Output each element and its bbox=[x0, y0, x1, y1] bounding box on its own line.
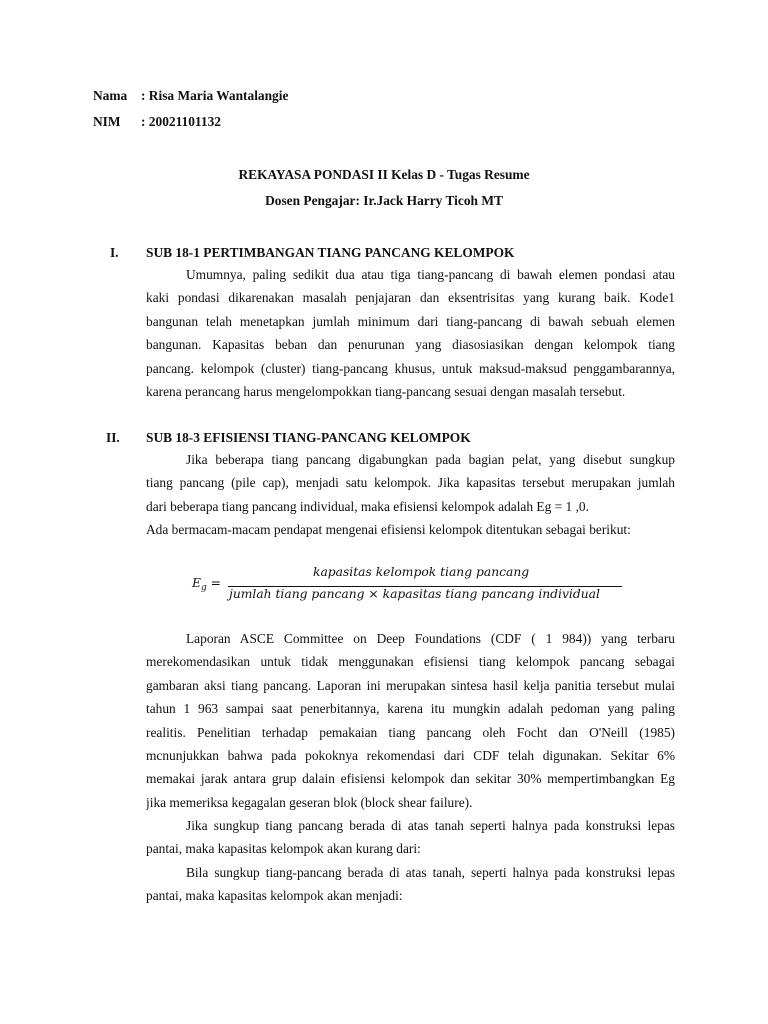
formula-symbol: E bbox=[192, 576, 201, 590]
formula-denominator: jumlah tiang pancang × kapasitas tiang pancang individual bbox=[229, 587, 600, 601]
paragraph-line: jika memeriksa kegagalan geseran blok (block shear failure). bbox=[146, 794, 473, 810]
paragraph-line: memakai jarak antara grup dalain efisiensi kelompok dan sekitar 30% mempertimbangkan Eg bbox=[146, 771, 675, 787]
nim-row bbox=[93, 114, 221, 130]
document-title: REKAYASA PONDASI II Kelas D - Tugas Resume bbox=[238, 167, 530, 182]
formula-subscript: g bbox=[200, 583, 207, 593]
paragraph-line: dari beberapa tiang pancang individual, maka efisiensi kelompok adalah Eg = 1 ,0. bbox=[146, 498, 589, 514]
formula-numerator: kapasitas kelompok tiang pancang bbox=[313, 565, 530, 579]
section2-number: II. bbox=[106, 430, 120, 445]
paragraph-line: bangunan telah menetapkan jumlah minimum dari tiang-pancang di bawah sebuah elemen bbox=[146, 313, 675, 329]
paragraph-line: Bila sungkup tiang-pancang berada di atas tanah, seperti halnya pada konstruksi lepas bbox=[186, 865, 675, 880]
paragraph-line: pantai, maka kapasitas kelompok akan kurang dari: bbox=[146, 841, 421, 857]
paragraph-line: mcnunjukkan bahwa pada pokoknya rekomendasi dari CDF telah digunakan. Sekitar 6% bbox=[146, 747, 675, 763]
paragraph-line: pantai, maka kapasitas kelompok akan menjadi: bbox=[146, 888, 403, 904]
paragraph-line: gambaran aksi tiang pancang. Laporan ini merupakan sintesa hasil kelja panitia tersebut mulai bbox=[146, 677, 675, 693]
paragraph-line: realitis. Penelitian terhadap pemakaian tiang pancang oleh Focht dan O'Neill (1985) bbox=[146, 724, 675, 740]
section1-paragraph bbox=[146, 263, 675, 403]
name-value: : Risa Maria Wantalangie bbox=[141, 88, 289, 103]
section2-title: SUB 18-3 EFISIENSI TIANG-PANCANG KELOMPOK bbox=[146, 430, 471, 445]
paragraph-line: tahun 1 963 sampai saat penerbitannya, karena itu mungkin adalah pedoman yang paling bbox=[146, 701, 675, 717]
section2-paragraph bbox=[146, 448, 675, 542]
paragraph-line: Umumnya, paling sedikit dua atau tiga tiang-pancang di bawah elemen pondasi atau bbox=[186, 267, 675, 282]
section2-paragraph-4 bbox=[146, 861, 675, 908]
nim-label: NIM bbox=[93, 114, 121, 129]
lecturer-line: Dosen Pengajar: Ir.Jack Harry Ticoh MT bbox=[265, 193, 503, 208]
name-row bbox=[93, 88, 288, 104]
section2-paragraph-2 bbox=[146, 627, 675, 814]
paragraph-line: kaki pondasi dikarenakan masalah penjajaran dan eksentrisitas yang kurang baik. Kode1 bbox=[146, 290, 675, 306]
section1-number: I. bbox=[110, 245, 119, 260]
paragraph-line: tiang pancang (pile cap), menjadi satu kelompok. Jika kapasitas tersebut merupakan jumlah bbox=[146, 475, 675, 491]
nim-value: : 20021101132 bbox=[141, 114, 221, 129]
paragraph-line: pancang. kelompok (cluster) tiang-pancang khusus, untuk maksud-maksud penggambarannya, bbox=[146, 360, 675, 376]
section1-title: SUB 18-1 PERTIMBANGAN TIANG PANCANG KELOMPOK bbox=[146, 245, 515, 260]
paragraph-line: Laporan ASCE Committee on Deep Foundations (CDF ( 1 984)) yang terbaru bbox=[186, 631, 675, 646]
paragraph-line: bangunan. Kapasitas beban dan penurunan yang diasosiasikan dengan kelompok tiang bbox=[146, 337, 675, 353]
name-label: Nama bbox=[93, 88, 128, 103]
paragraph-line: Jika beberapa tiang pancang digabungkan pada bagian pelat, yang disebut sungkup bbox=[186, 452, 675, 467]
section2-paragraph-3 bbox=[146, 814, 675, 861]
formula-lhs bbox=[192, 576, 221, 593]
formula-equals: = bbox=[210, 576, 221, 590]
paragraph-line: Ada bermacam-macam pendapat mengenai efisiensi kelompok ditentukan sebagai berikut: bbox=[146, 522, 631, 538]
paragraph-line: Jika sungkup tiang pancang berada di atas tanah seperti halnya pada konstruksi lepas bbox=[186, 818, 675, 833]
paragraph-line: karena perancang harus mengelompokkan tiang-pancang sesuai dengan masalah tersebut. bbox=[146, 383, 626, 399]
paragraph-line: merekomendasikan untuk tidak menggunakan efisiensi tiang kelompok pancang sebagai bbox=[146, 654, 675, 670]
